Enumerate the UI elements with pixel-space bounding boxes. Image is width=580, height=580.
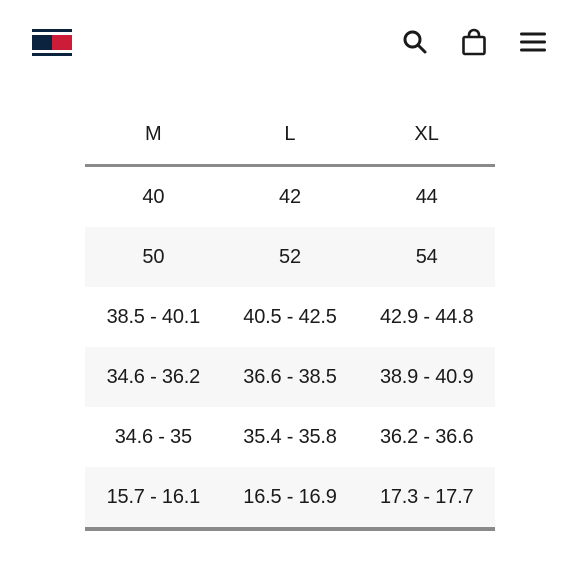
table-cell: 52 [222,227,359,287]
table-header-row [85,104,495,166]
size-chart-table [85,104,495,531]
table-cell: 38.5 - 40.1 [106,305,201,328]
table-cell: 15.7 - 16.1 [85,467,222,529]
table-row [85,166,495,228]
table-cell: 54 [358,227,495,287]
table-row [85,347,495,407]
column-header-m: M [85,104,222,166]
column-header-xl: XL [358,104,495,166]
table-row [85,287,495,347]
table-row [85,407,495,467]
table-cell: 42.9 - 44.8 [379,305,474,328]
table-cell: 50 [85,227,222,287]
table-cell: 36.2 - 36.6 [379,425,474,448]
search-icon [402,29,428,55]
shopping-bag-icon [461,28,487,56]
table-cell: 36.6 - 38.5 [222,347,359,407]
shopping-bag-button[interactable] [458,26,490,58]
table-cell: 38.9 - 40.9 [358,347,495,407]
table-cell: 40.5 - 42.5 [243,305,337,328]
table-cell: 40 [142,185,165,208]
search-button[interactable] [399,26,431,58]
table-row [85,227,495,287]
table-cell: 34.6 - 36.2 [85,347,222,407]
menu-button[interactable] [517,26,549,58]
table-row [85,467,495,529]
table-cell: 44 [415,185,438,208]
table-cell: 17.3 - 17.7 [358,467,495,529]
table-cell: 35.4 - 35.8 [243,425,337,448]
table-cell: 42 [279,185,301,208]
hamburger-menu-icon [520,31,546,53]
column-header-l: L [222,104,359,166]
table-cell: 16.5 - 16.9 [222,467,359,529]
site-header [0,0,580,84]
table-cell: 34.6 - 35 [114,425,192,448]
tommy-flag-logo-icon[interactable] [32,29,72,56]
